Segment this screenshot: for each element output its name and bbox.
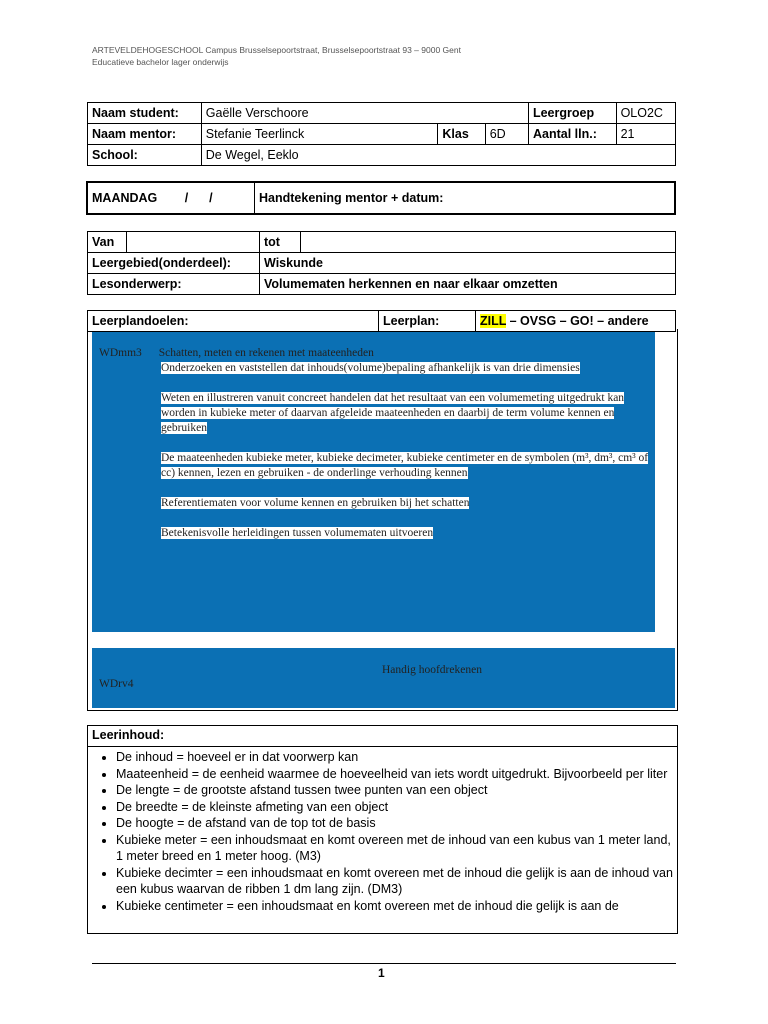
list-item: • Kubieke meter = een inhoudsmaat en komt overeen met de inhoud van een kubus van 1 meter land, 1 meter breed en 1 meter hoog. (M3) bbox=[116, 832, 677, 865]
rv-code: WDrv4 bbox=[99, 678, 134, 690]
goal-title: Schatten, meten en rekenen met maateenheden bbox=[158, 347, 374, 359]
leerplan-label: Leerplan: bbox=[379, 311, 476, 332]
student-label: Naam student: bbox=[88, 103, 202, 124]
header-line-2: Educatieve bachelor lager onderwijs bbox=[92, 57, 229, 67]
goal-item: Weten en illustreren vanuit concreet handelen dat het resultaat van een volumemeting uitgedrukt kan worden in kubieke meter of daarvan afgeleide maateenheden en daarbij de term volume kennen en gebruiken bbox=[161, 392, 625, 434]
goal-heading bbox=[99, 347, 380, 359]
aantal-label: Aantal lln.: bbox=[528, 124, 616, 145]
tot-label: tot bbox=[260, 232, 301, 253]
date-slots: / / bbox=[184, 191, 213, 205]
goal-item: Betekenisvolle herleidingen tussen volumematen uitvoeren bbox=[161, 527, 434, 539]
school-label: School: bbox=[88, 145, 202, 166]
leerinhoud-title: Leerinhoud: bbox=[88, 726, 677, 747]
list-item: • De breedte = de kleinste afmeting van een object bbox=[116, 799, 677, 816]
leergebied-value: Wiskunde bbox=[260, 253, 676, 274]
zill-highlight: ZILL bbox=[480, 314, 507, 328]
student-info-table bbox=[87, 102, 676, 166]
goal-list bbox=[161, 361, 651, 556]
leerinhoud-box bbox=[87, 725, 678, 934]
van-value bbox=[127, 232, 260, 253]
day-cell bbox=[87, 182, 255, 214]
mentor-value: Stefanie Teerlinck bbox=[201, 124, 438, 145]
rv-panel bbox=[92, 648, 675, 708]
goal-item: Onderzoeken en vaststellen dat inhouds(volume)bepaling afhankelijk is van drie dimensies bbox=[161, 362, 580, 374]
footer-divider bbox=[92, 963, 676, 964]
list-item: • Maateenheid = de eenheid waarmee de hoeveelheid van iets wordt uitgedrukt. Bijvoorbeeld per liter bbox=[116, 766, 677, 783]
klas-label: Klas bbox=[438, 124, 485, 145]
goal-code: WDmm3 bbox=[99, 347, 142, 359]
leerplan-rest: – OVSG – GO! – andere bbox=[506, 314, 649, 328]
goal-item: De maateenheden kubieke meter, kubieke decimeter, kubieke centimeter en de symbolen (m³, dm³, cm³ of cc) kennen, lezen en gebruiken - de onderlinge verhouding kennen bbox=[161, 452, 649, 479]
school-header bbox=[92, 44, 461, 68]
day-label: MAANDAG bbox=[92, 191, 158, 205]
rv-text: Handig hoofdrekenen bbox=[382, 664, 482, 676]
doelen-label: Leerplandoelen: bbox=[88, 311, 379, 332]
page-number: 1 bbox=[378, 966, 385, 980]
onderwerp-value: Volumematen herkennen en naar elkaar omzetten bbox=[260, 274, 676, 295]
lesson-table bbox=[87, 231, 676, 295]
day-table bbox=[86, 181, 676, 215]
school-value: De Wegel, Eeklo bbox=[201, 145, 675, 166]
leergroep-label: Leergroep bbox=[528, 103, 616, 124]
header-line-1: ARTEVELDEHOGESCHOOL Campus Brusselsepoortstraat, Brusselsepoortstraat 93 – 9000 Gent bbox=[92, 45, 461, 55]
leergroep-value: OLO2C bbox=[616, 103, 675, 124]
list-item: • De lengte = de grootste afstand tussen twee punten van een object bbox=[116, 782, 677, 799]
signature-label: Handtekening mentor + datum: bbox=[255, 182, 676, 214]
leerinhoud-list bbox=[88, 749, 677, 914]
klas-value: 6D bbox=[485, 124, 528, 145]
aantal-value: 21 bbox=[616, 124, 675, 145]
onderwerp-label: Lesonderwerp: bbox=[88, 274, 260, 295]
van-label: Van bbox=[88, 232, 127, 253]
list-item: • Kubieke centimeter = een inhoudsmaat en komt overeen met de inhoud die gelijk is aan de bbox=[116, 898, 677, 915]
goal-item: Referentiematen voor volume kennen en gebruiken bij het schatten bbox=[161, 497, 470, 509]
list-item: • De hoogte = de afstand van de top tot de basis bbox=[116, 815, 677, 832]
list-item: • De inhoud = hoeveel er in dat voorwerp kan bbox=[116, 749, 677, 766]
tot-value bbox=[301, 232, 676, 253]
list-item: • Kubieke decimter = een inhoudsmaat en komt overeen met de inhoud die gelijk is aan de inhoud van een kubus waarvan de ribben 1 dm lang zijn. (DM3) bbox=[116, 865, 677, 898]
student-value: Gaëlle Verschoore bbox=[201, 103, 528, 124]
mentor-label: Naam mentor: bbox=[88, 124, 202, 145]
leergebied-label: Leergebied(onderdeel): bbox=[88, 253, 260, 274]
